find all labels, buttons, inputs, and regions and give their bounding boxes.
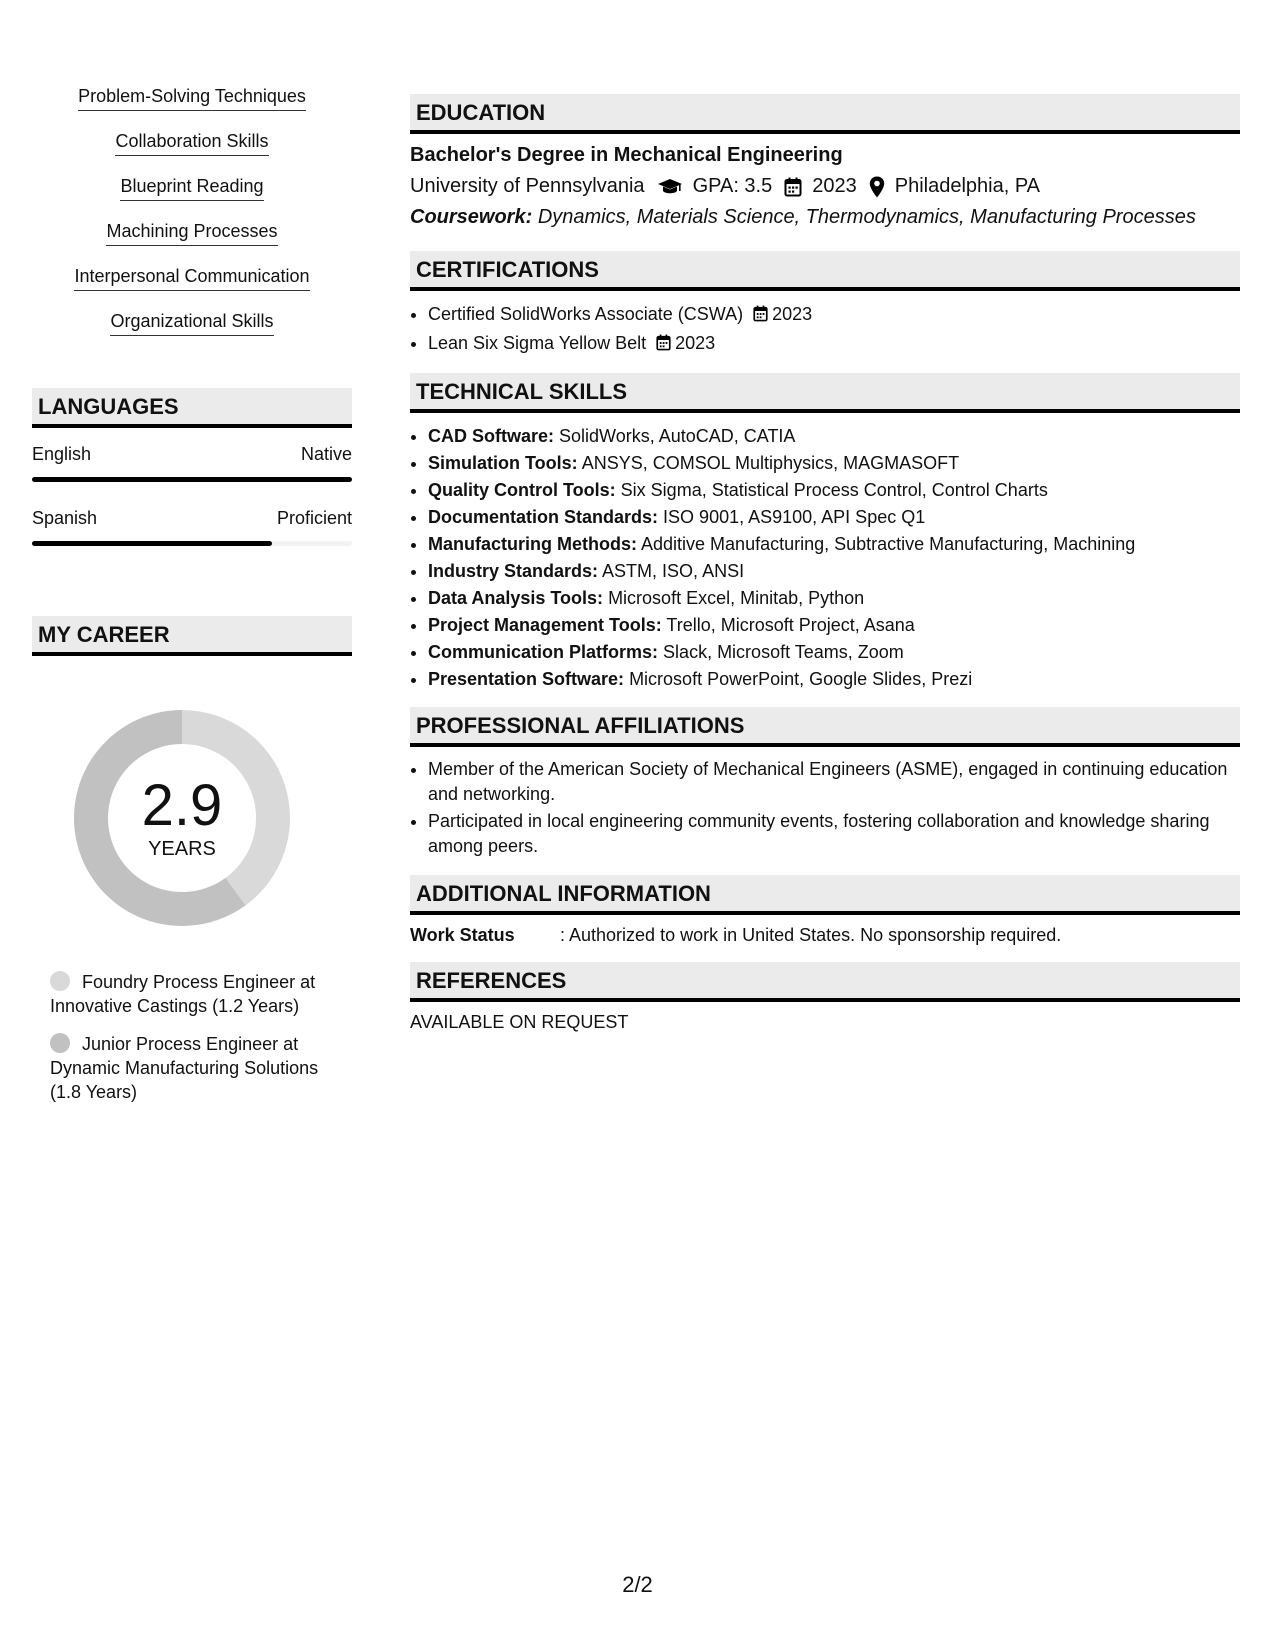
career-role-label: Foundry Process Engineer at Innovative Castings (1.2 Years) <box>50 972 316 1016</box>
skill-values: ASTM, ISO, ANSI <box>602 561 745 581</box>
skill-category: Communication Platforms: <box>428 642 659 662</box>
technical-skill-item <box>428 531 1240 558</box>
coursework-label: Coursework: <box>410 206 533 228</box>
skill-values: ISO 9001, AS9100, API Spec Q1 <box>663 507 926 527</box>
language-entry <box>32 508 352 546</box>
soft-skill-item: Blueprint Reading <box>120 176 263 201</box>
skill-values: Additive Manufacturing, Subtractive Manufacturing, Machining <box>641 534 1136 554</box>
education-location: Philadelphia, PA <box>894 175 1041 197</box>
skill-values: Trello, Microsoft Project, Asana <box>666 615 915 635</box>
education-meta <box>410 175 1240 198</box>
certification-item <box>428 330 1240 359</box>
education-heading: EDUCATION <box>410 94 1240 134</box>
coursework-list: Dynamics, Materials Science, Thermodynamics, Manufacturing Processes <box>537 206 1196 228</box>
languages-heading: LANGUAGES <box>32 388 352 428</box>
certification-year: 2023 <box>675 333 716 353</box>
certifications-list <box>410 301 1240 359</box>
language-name: English <box>32 444 92 464</box>
technical-skill-item <box>428 612 1240 639</box>
language-proficiency-fill <box>32 477 352 482</box>
soft-skill-item: Problem-Solving Techniques <box>78 86 306 111</box>
skill-values: Microsoft Excel, Minitab, Python <box>608 588 865 608</box>
skill-category: Simulation Tools: <box>428 453 578 473</box>
education-degree: Bachelor's Degree in Mechanical Engineering <box>410 144 843 166</box>
affiliations-list <box>410 757 1240 859</box>
legend-dot <box>50 1033 70 1053</box>
page-number: 2/2 <box>622 1572 653 1597</box>
technical-skill-item <box>428 450 1240 477</box>
calendar-icon <box>784 177 802 197</box>
skill-category: Documentation Standards: <box>428 507 659 527</box>
soft-skill-item: Interpersonal Communication <box>74 266 309 291</box>
career-legend-item <box>50 970 330 1018</box>
soft-skill-item: Collaboration Skills <box>115 131 268 156</box>
skill-category: Industry Standards: <box>428 561 599 581</box>
legend-dot <box>50 971 70 991</box>
certification-name: Lean Six Sigma Yellow Belt <box>428 333 647 353</box>
graduation-cap-icon <box>657 178 683 196</box>
soft-skill-item: Organizational Skills <box>110 311 273 336</box>
references-heading: REFERENCES <box>410 962 1240 1002</box>
career-donut-chart <box>62 698 302 938</box>
certification-item <box>428 301 1240 330</box>
technical-skills-list <box>410 423 1240 693</box>
references-text: AVAILABLE ON REQUEST <box>410 1012 629 1032</box>
career-years-unit: YEARS <box>148 838 216 860</box>
language-entry <box>32 444 352 482</box>
skill-values: Slack, Microsoft Teams, Zoom <box>663 642 904 662</box>
skill-values: Microsoft PowerPoint, Google Slides, Prezi <box>629 669 973 689</box>
certifications-heading: CERTIFICATIONS <box>410 251 1240 291</box>
skill-category: CAD Software: <box>428 426 555 446</box>
skill-category: Manufacturing Methods: <box>428 534 637 554</box>
skill-values: ANSYS, COMSOL Multiphysics, MAGMASOFT <box>581 453 960 473</box>
technical-skill-item <box>428 477 1240 504</box>
language-proficiency-fill <box>32 541 272 546</box>
certification-year: 2023 <box>772 304 813 324</box>
technical-skill-item <box>428 585 1240 612</box>
language-proficiency-bar <box>32 541 352 546</box>
career-legend <box>32 970 352 1104</box>
career-total-years: 2.9 <box>141 773 223 838</box>
affiliation-item: • Member of the American Society of Mechanical Engineers (ASME), engaged in continuing education and networking. <box>428 757 1240 807</box>
skill-category: Data Analysis Tools: <box>428 588 604 608</box>
additional-info-heading: ADDITIONAL INFORMATION <box>410 875 1240 915</box>
technical-skill-item <box>428 558 1240 585</box>
career-heading: MY CAREER <box>32 616 352 656</box>
education-school: University of Pennsylvania <box>410 175 645 197</box>
left-column <box>32 86 352 1118</box>
soft-skills-list <box>32 86 352 356</box>
education-coursework <box>410 206 1240 229</box>
right-column <box>410 94 1240 1033</box>
career-legend-item <box>50 1032 330 1104</box>
education-year: 2023 <box>812 175 857 197</box>
skill-values: Six Sigma, Statistical Process Control, Control Charts <box>620 480 1048 500</box>
certification-name: Certified SolidWorks Associate (CSWA) <box>428 304 744 324</box>
language-name: Spanish <box>32 508 98 528</box>
skill-category: Presentation Software: <box>428 669 625 689</box>
language-level: Native <box>300 444 352 464</box>
work-status-label: Work Status <box>410 925 515 945</box>
work-status-value: : Authorized to work in United States. No sponsorship required. <box>560 925 1062 945</box>
technical-skill-item <box>428 423 1240 450</box>
technical-skills-heading: TECHNICAL SKILLS <box>410 373 1240 413</box>
career-role-label: Junior Process Engineer at Dynamic Manufacturing Solutions (1.8 Years) <box>50 1034 319 1102</box>
education-gpa: GPA: 3.5 <box>692 175 773 197</box>
work-status-row <box>410 925 1240 946</box>
skill-values: SolidWorks, AutoCAD, CATIA <box>559 426 796 446</box>
affiliations-heading: PROFESSIONAL AFFILIATIONS <box>410 707 1240 747</box>
technical-skill-item <box>428 504 1240 531</box>
skill-category: Quality Control Tools: <box>428 480 616 500</box>
soft-skill-item: Machining Processes <box>106 221 277 246</box>
skill-category: Project Management Tools: <box>428 615 662 635</box>
language-proficiency-bar <box>32 477 352 482</box>
technical-skill-item <box>428 666 1240 693</box>
technical-skill-item <box>428 639 1240 666</box>
calendar-icon <box>656 332 671 359</box>
calendar-icon <box>753 303 768 330</box>
affiliation-item: • Participated in local engineering community events, fostering collaboration and knowledge sharing among peers. <box>428 809 1240 859</box>
language-level: Proficient <box>276 508 352 528</box>
map-pin-icon <box>869 176 885 198</box>
